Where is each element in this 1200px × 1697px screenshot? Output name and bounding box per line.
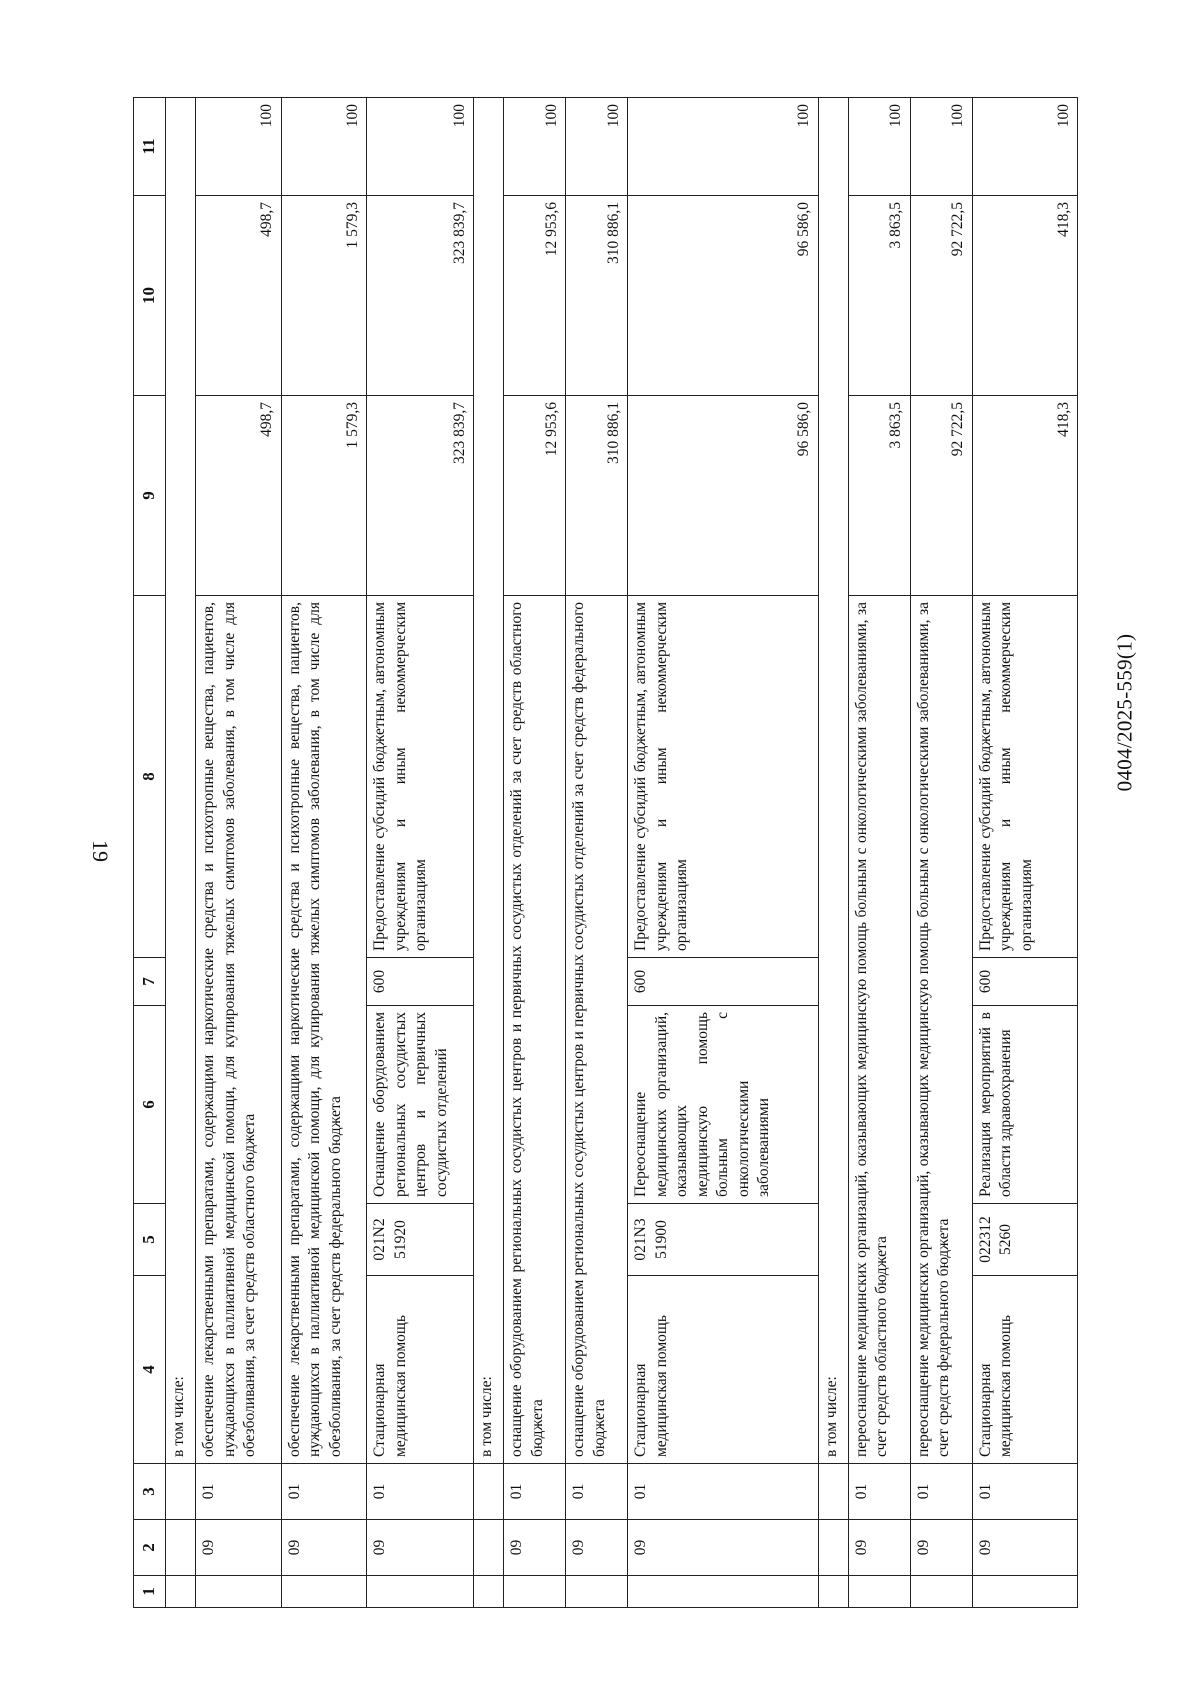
actual-amount: 498,7 [196,196,282,396]
column-header: 7 [134,958,166,1006]
table-row [628,98,819,1608]
expense-type-code: 600 [367,958,474,1006]
column-header: 3 [134,1464,166,1520]
page-number: 19 [88,840,113,862]
table-row [166,98,196,1608]
subsection-code: 01 [848,1464,910,1520]
expense-description: переоснащение медицинских организаций, оказывающих медицинскую помощь больным с онкологическими заболеваниями, за счет средств областного бюджета [848,596,910,1464]
column-header: 6 [134,1006,166,1204]
actual-amount: 323 839,7 [367,196,474,396]
program-name: Стационарная медицинская помощь [628,1276,819,1464]
target-article-code: 022312 5260 [972,1204,1077,1276]
target-article-name: Переоснащение медицинских организаций, оказывающих медицинскую помощь больным с онкологическими заболеваниями [628,1006,819,1204]
expense-type-code: 600 [628,958,819,1006]
actual-amount: 96 586,0 [628,196,819,396]
execution-percent: 100 [972,98,1077,196]
expense-description: оснащение оборудованием региональных сосудистых центров и первичных сосудистых отделений за счет средств федерального бюджета [566,596,628,1464]
subtotal-label: в том числе: [474,98,504,1464]
execution-percent: 100 [566,98,628,196]
document-code: 0404/2025-559(1) [1112,633,1137,792]
section-code: 09 [566,1520,628,1576]
table-row [566,98,628,1608]
actual-amount: 12 953,6 [504,196,566,396]
planned-amount: 96 586,0 [628,396,819,596]
column-header: 5 [134,1204,166,1276]
target-article-code: 021N2 51920 [367,1204,474,1276]
subsection-code: 01 [367,1464,474,1520]
planned-amount: 323 839,7 [367,396,474,596]
table-row [281,98,367,1608]
section-code: 09 [628,1520,819,1576]
target-article-name: Реализация мероприятий в области здравоохранения [972,1006,1077,1204]
execution-percent: 100 [367,98,474,196]
subsection-code: 01 [972,1464,1077,1520]
column-header-row [134,98,166,1608]
column-header: 11 [134,98,166,196]
actual-amount: 418,3 [972,196,1077,396]
planned-amount: 1 579,3 [281,396,367,596]
expense-type-name: Предоставление субсидий бюджетным, автономным учреждениям и иным некоммерческим организациям [972,596,1077,958]
expense-description: переоснащение медицинских организаций, оказывающих медицинскую помощь больным с онкологическими заболеваниями, за счет средств федерального бюджета [910,596,972,1464]
subsection-code: 01 [196,1464,282,1520]
subtotal-label: в том числе: [166,98,196,1464]
planned-amount: 92 722,5 [910,396,972,596]
column-header: 4 [134,1276,166,1464]
table-row [474,98,504,1608]
table-row [196,98,282,1608]
planned-amount: 498,7 [196,396,282,596]
column-header: 9 [134,396,166,596]
column-header: 1 [134,1576,166,1608]
planned-amount: 310 886,1 [566,396,628,596]
table-row [504,98,566,1608]
subtotal-label: в том числе: [818,98,848,1464]
budget-table [133,97,1078,1608]
table-row [818,98,848,1608]
program-name: Стационарная медицинская помощь [972,1276,1077,1464]
actual-amount: 310 886,1 [566,196,628,396]
section-code: 09 [281,1520,367,1576]
planned-amount: 3 863,5 [848,396,910,596]
execution-percent: 100 [196,98,282,196]
execution-percent: 100 [848,98,910,196]
planned-amount: 418,3 [972,396,1077,596]
execution-percent: 100 [281,98,367,196]
budget-table-rotated [133,98,1078,1608]
table-row [910,98,972,1608]
expense-type-name: Предоставление субсидий бюджетным, автономным учреждениям и иным некоммерческим организациям [628,596,819,958]
section-code: 09 [504,1520,566,1576]
execution-percent: 100 [628,98,819,196]
column-header: 8 [134,596,166,958]
column-header: 10 [134,196,166,396]
actual-amount: 1 579,3 [281,196,367,396]
subsection-code: 01 [628,1464,819,1520]
table-row [972,98,1077,1608]
expense-description: обеспечение лекарственными препаратами, содержащими наркотические средства и психотропные вещества, пациентов, нуждающихся в паллиативной медицинской помощи, для купирования тяжелых симптомов заболевания, в том числе для обезболивания, за счет средств федерального бюджета [281,596,367,1464]
actual-amount: 92 722,5 [910,196,972,396]
execution-percent: 100 [504,98,566,196]
section-code: 09 [848,1520,910,1576]
target-article-code: 021N3 51900 [628,1204,819,1276]
expense-type-code: 600 [972,958,1077,1006]
target-article-name: Оснащение оборудованием региональных сосудистых центров и первичных сосудистых отделений [367,1006,474,1204]
subsection-code: 01 [566,1464,628,1520]
column-header: 2 [134,1520,166,1576]
planned-amount: 12 953,6 [504,396,566,596]
execution-percent: 100 [910,98,972,196]
expense-type-name: Предоставление субсидий бюджетным, автономным учреждениям и иным некоммерческим организациям [367,596,474,958]
table-row [848,98,910,1608]
subsection-code: 01 [910,1464,972,1520]
subsection-code: 01 [504,1464,566,1520]
expense-description: обеспечение лекарственными препаратами, содержащими наркотические средства и психотропные вещества, пациентов, нуждающихся в паллиативной медицинской помощи, для купирования тяжелых симптомов заболевания, в том числе для обезболивания, за счет средств областного бюджета [196,596,282,1464]
actual-amount: 3 863,5 [848,196,910,396]
table-row [367,98,474,1608]
section-code: 09 [910,1520,972,1576]
section-code: 09 [367,1520,474,1576]
program-name: Стационарная медицинская помощь [367,1276,474,1464]
expense-description: оснащение оборудованием региональных сосудистых центров и первичных сосудистых отделений за счет средств областного бюджета [504,596,566,1464]
subsection-code: 01 [281,1464,367,1520]
section-code: 09 [972,1520,1077,1576]
section-code: 09 [196,1520,282,1576]
